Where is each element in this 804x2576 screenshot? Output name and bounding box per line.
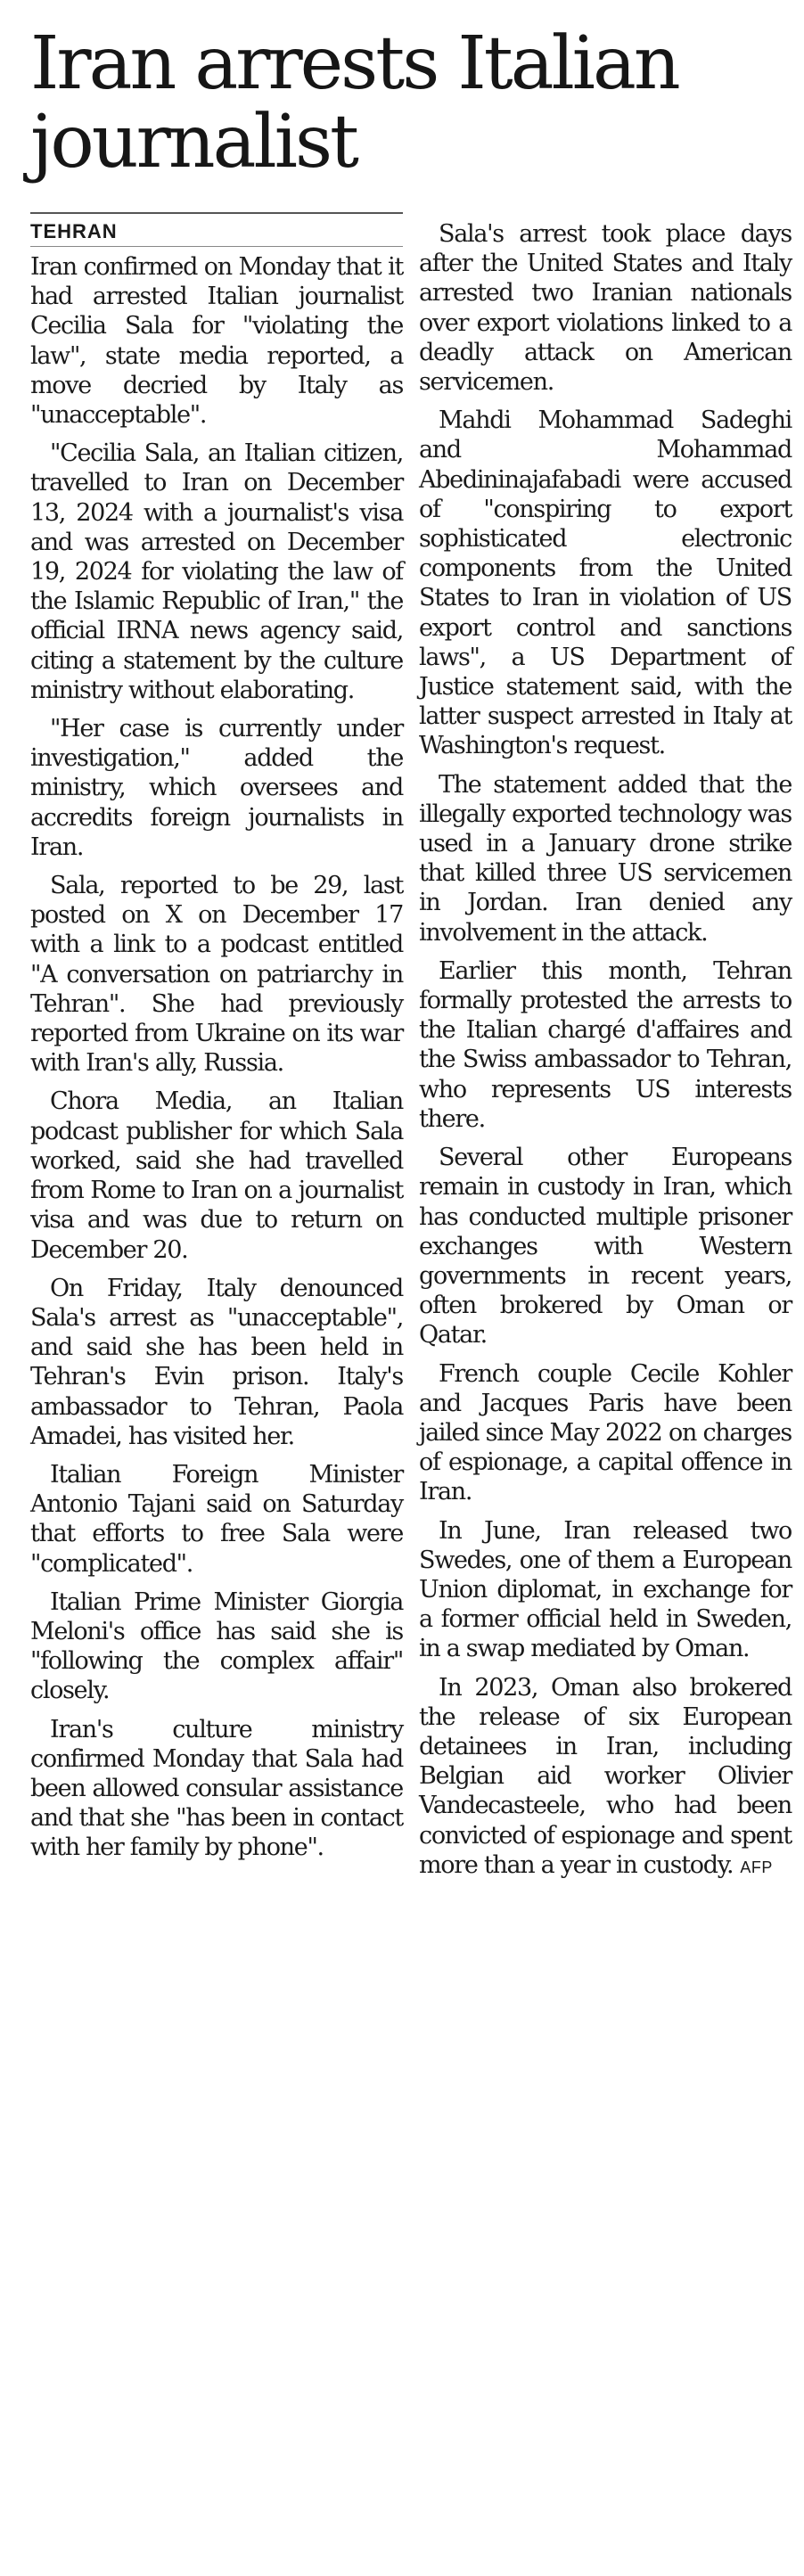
paragraph: "Her case is currently under investigation," added the ministry, which oversees and accredits foreign journalists in Iran.	[30, 715, 403, 861]
paragraph: Chora Media, an Italian podcast publisher for which Sala worked, said she had travelled from Rome to Iran on a journalist visa and was due to return on December 20.	[30, 1087, 403, 1264]
paragraph: Italian Prime Minister Giorgia Meloni's office has said she is "following the complex affair" closely.	[30, 1587, 403, 1705]
paragraph: On Friday, Italy denounced Sala's arrest as "unacceptable", and said she has been held in Tehran's Evin prison. Italy's ambassador to Tehran, Paola Amadei, has visited her.	[30, 1274, 403, 1450]
paragraph-last	[419, 1673, 792, 1883]
paragraph: Several other Europeans remain in custody in Iran, which has conducted multiple prisoner exchanges with Western governments in recent years, often brokered by Oman or Qatar.	[419, 1144, 792, 1350]
paragraph: In June, Iran released two Swedes, one of them a European Union diplomat, in exchange for a former official held in Sweden, in a swap mediated by Oman.	[419, 1516, 792, 1663]
dateline: TEHRAN	[30, 219, 403, 247]
paragraph: Italian Foreign Minister Antonio Tajani said on Saturday that efforts to free Sala were "complicated".	[30, 1460, 403, 1578]
paragraph: Sala's arrest took place days after the United States and Italy arrested two Iranian nationals over export violations linked to a deadly attack on American servicemen.	[419, 220, 792, 397]
paragraph: French couple Cecile Kohler and Jacques Paris have been jailed since May 2022 on charges of espionage, a capital offence in Iran.	[419, 1359, 792, 1506]
paragraph-text: In 2023, Oman also brokered the release of six European detainees in Iran, including Belgian aid worker Olivier Vandecasteele, who had been convicted of espionage and spent more than a year in custody.	[419, 1673, 792, 1879]
paragraph: The statement added that the illegally exported technology was used in a January drone strike that killed three US servicemen in Jordan. Iran denied any involvement in the attack.	[419, 770, 792, 947]
column-left	[30, 212, 403, 1891]
agency-credit: AFP	[740, 1858, 773, 1876]
article-headline: Iran arrests Italian journalist	[30, 21, 678, 185]
paragraph: Iran confirmed on Monday that it had arrested Italian journalist Cecilia Sala for "violating the law", state media reported, a move decried by Italy as "unacceptable".	[30, 253, 403, 430]
paragraph: Sala, reported to be 29, last posted on X on December 17 with a link to a podcast entitled "A conversation on patriarchy in Tehran". She had previously reported from Ukraine on its war with Iran's ally, Russia.	[30, 872, 403, 1078]
paragraph: Iran's culture ministry confirmed Monday that Sala had been allowed consular assistance and that she "has been in contact with her family by phone".	[30, 1715, 403, 1862]
paragraph: Mahdi Mohammad Sadeghi and Mohammad Abedininajafabadi were accused of "conspiring to export sophisticated electronic components from the United States to Iran in violation of US export control and sanctions laws", a US Department of Justice statement said, with the latter suspect arrested in Italy at Washington's request.	[419, 406, 792, 760]
paragraph: "Cecilia Sala, an Italian citizen, travelled to Iran on December 13, 2024 with a journalist's visa and was arrested on December 19, 2024 for violating the law of the Islamic Republic of Iran," the official IRNA news agency said, citing a statement by the culture ministry without elaborating.	[30, 439, 403, 704]
paragraph: Earlier this month, Tehran formally protested the arrests to the Italian chargé d'affaires and the Swiss ambassador to Tehran, who represents US interests there.	[419, 956, 792, 1133]
article-body	[30, 212, 792, 1891]
column-right	[419, 212, 792, 1891]
